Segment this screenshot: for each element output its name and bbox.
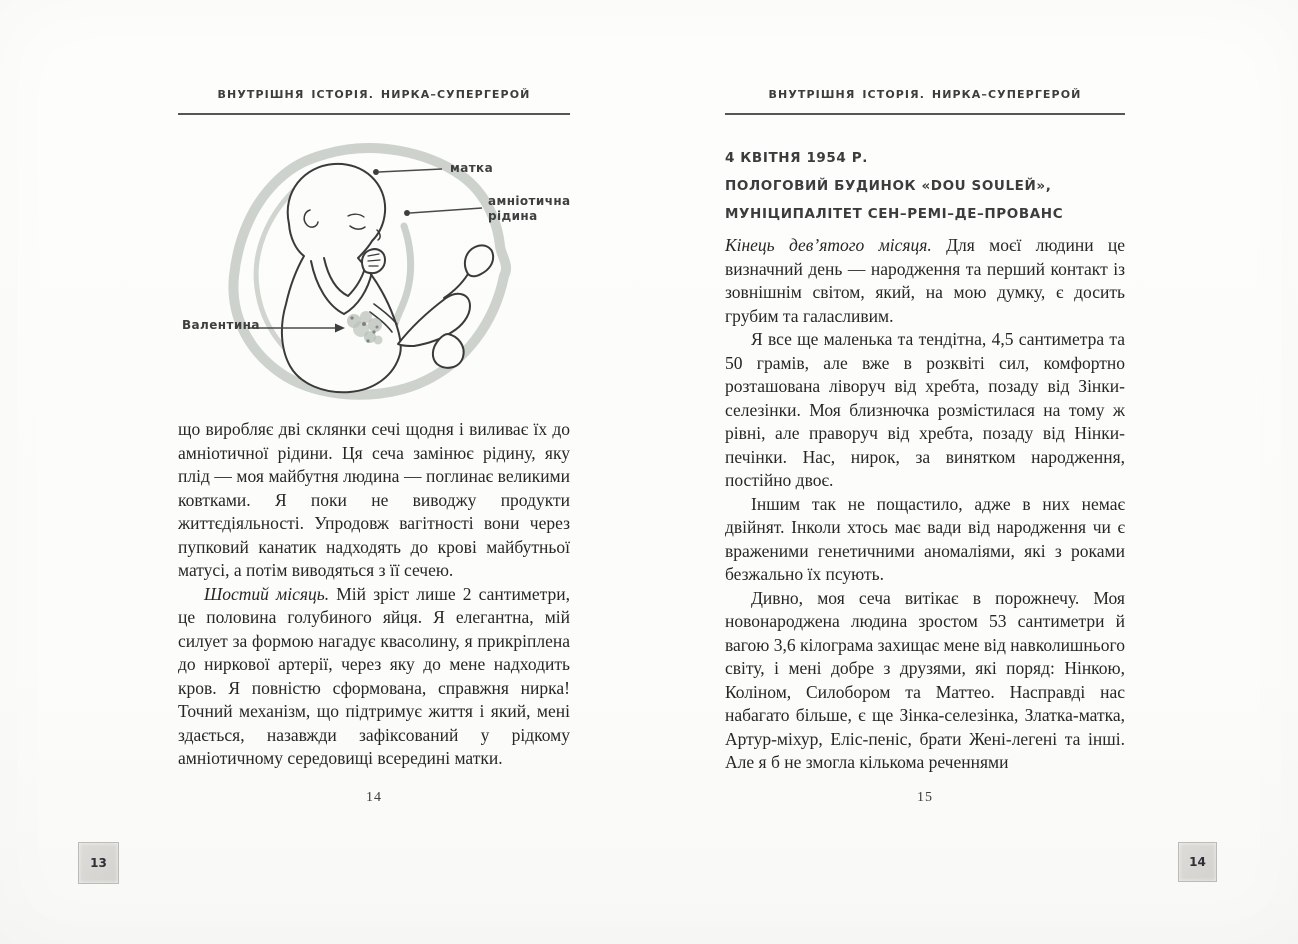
paragraph-text: Для моєї людини це визначний день — народження та перший контакт із зовнішнім світом, який, на мою думку, є досить грубим та галасливим. (725, 235, 1125, 326)
label-amniotic-line1: амніотична (488, 194, 571, 208)
heading-municipality-line: МУНІЦИПАЛІТЕТ СЕН–РЕМІ–ДЕ–ПРОВАНС (725, 206, 1064, 222)
paragraph-text: Дивно, моя сеча витікає в порожнечу. Моя новонароджена людина зростом 53 сантиметри й вагою 3,6 кілограма захищає мене від навколишнього світу, і мені добре з друзями, які поряд: Нінкою, Коліном, Силобором та Маттео. Насправді нас набагато більше, є ще Зінка-селезінка, Златка-матка, Артур-міхур, Еліс-пеніс, брати Жені-легені та інші. Але я б не змогла кількома реченнями (725, 587, 1125, 772)
header-rule-left (178, 113, 570, 115)
amniotic-leader-line (404, 208, 482, 216)
heading-date-line: 4 КВІТНЯ 1954 Р. (725, 150, 868, 166)
right-body-text (725, 234, 1125, 775)
label-kidney-valentyna: Валентина (182, 318, 260, 332)
page-marker-right[interactable]: 14 (1178, 842, 1217, 882)
folio-left: 14 (366, 790, 382, 805)
left-body-text (178, 418, 570, 771)
label-uterus: матка (450, 161, 494, 175)
header-rule-right (725, 113, 1125, 115)
uterus-leader-line (373, 169, 442, 175)
paragraph-text: Я все ще маленька та тендітна, 4,5 сантиметра та 50 грамів, але вже в розквіті сил, комфортно розташована ліворуч від хребта, позаду від Зінки-селезінки. Моя близнючка розмістилася на тому ж рівні, але праворуч від хребта, позаду від Нінки-печінки. Нас, нирок, за винятком народження, постійно двоє. (725, 329, 1125, 490)
fetus-uterus-drawing (178, 128, 570, 428)
paragraph (725, 587, 1125, 775)
fetus-illustration (178, 128, 570, 428)
paragraph-lead: Шостий місяць. (204, 583, 330, 604)
paragraph (178, 418, 570, 583)
page-marker-left[interactable]: 13 (78, 842, 119, 884)
fetus-body (282, 164, 493, 392)
paragraph (725, 328, 1125, 493)
chapter-heading (725, 144, 1125, 228)
label-amniotic-fluid (488, 194, 578, 224)
running-head-left: ВНУТРІШНЯ ІСТОРІЯ. НИРКА–СУПЕРГЕРОЙ (217, 88, 531, 101)
paragraph-lead: Кінець дев’ятого місяця. (725, 235, 932, 255)
page-left (178, 0, 570, 944)
paragraph-text: Мій зріст лише 2 сантиметри, це половина голубиного яйця. Я елегантна, мій силует за формою нагадує квасолину, я прикріплена до ниркової артерії, через яку до мене надходить кров. Я повністю сформована, справжня нирка! Точний механізм, що підтримує життя і який, мені здається, назавжди зафіксований у рідкому амніотичному середовищі всередині матки. (178, 583, 570, 768)
paragraph (178, 583, 570, 771)
label-amniotic-line2: рідина (488, 209, 538, 223)
paragraph (725, 234, 1125, 328)
paragraph-text: Іншим так не пощастило, адже в них немає двійнят. Інколи хтось має вади від народження чи є враженими генетичними аномаліями, які з роками безжально їх псують. (725, 493, 1125, 584)
running-head-right: ВНУТРІШНЯ ІСТОРІЯ. НИРКА–СУПЕРГЕРОЙ (768, 88, 1082, 101)
paragraph (725, 493, 1125, 587)
page-right (725, 0, 1125, 944)
paragraph-text: що виробляє дві склянки сечі щодня і виливає їх до амніотичної рідини. Ця сеча замінює рідину, яку плід — моя майбутня людина — поглинає великими ковтками. Я поки не виводжу продукти життєдіяльності. Упродовж вагітності вони через пупковий канатик надходять до крові майбутньої матусі, а потім виводяться з її сечею. (178, 419, 570, 580)
heading-place-line: ПОЛОГОВИЙ БУДИНОК «DOU SOULEЙ», (725, 178, 1052, 194)
folio-right: 15 (917, 790, 933, 805)
